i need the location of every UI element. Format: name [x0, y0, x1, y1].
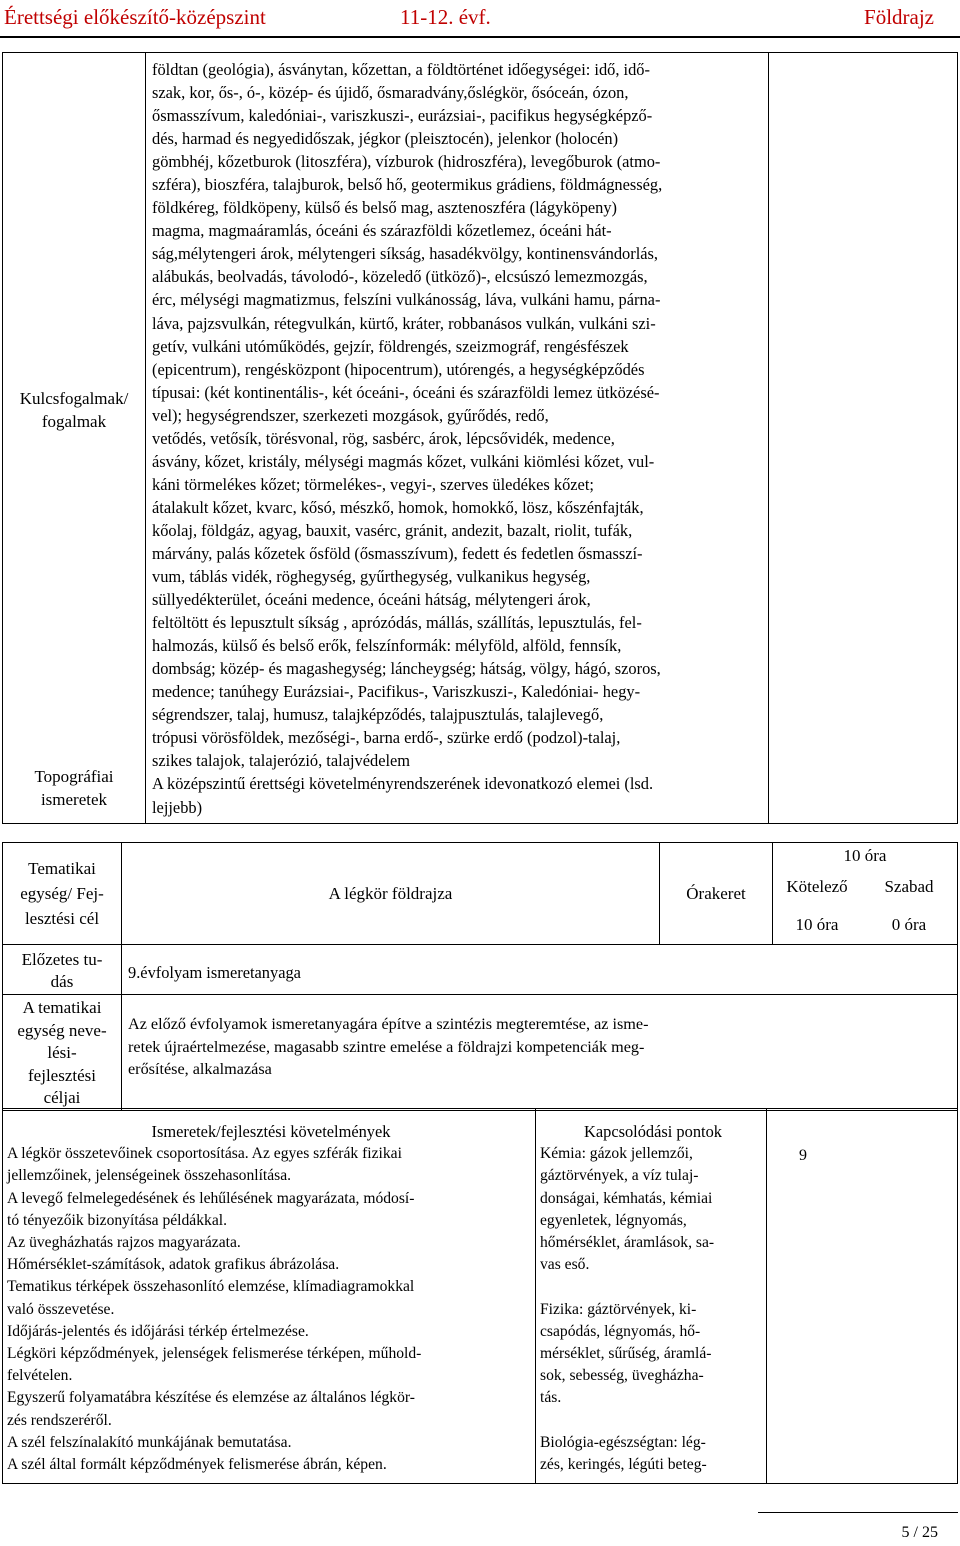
- connection-line: gáztörvények, a víz tulaj-: [540, 1167, 699, 1185]
- key-concepts-line: vel); hegységrendszer, szerkezeti mozgások, gyűrődés, redő,: [152, 405, 549, 425]
- goals-label-line: fejlesztési: [28, 1065, 96, 1085]
- requirement-line: A levegő felmelegedésének és lehűlésének magyarázata, módosí-: [7, 1189, 415, 1207]
- mandatory-hours: 10 óra: [795, 915, 839, 934]
- prior-text-cell: [122, 945, 958, 995]
- connection-line: Kémia: gázok jellemzői,: [540, 1145, 693, 1163]
- connection-line: [540, 1410, 766, 1432]
- concepts-content-cell: [146, 53, 769, 824]
- key-concepts-line: káni törmelékes kőzet; törmelékes-, vegyi-, szerves üledékes kőzet;: [152, 474, 594, 494]
- requirement-line: A légkör összetevőinek csoportosítása. Az egyes szférák fizikai: [7, 1145, 402, 1163]
- requirements-table: [2, 1108, 958, 1484]
- requirement-line: Az üvegházhatás rajzos magyarázata.: [7, 1234, 241, 1252]
- topography-label-text: Topográfiai ismeretek: [34, 767, 114, 809]
- key-concepts-line: szikes talajok, talajerózió, talajvédelem: [152, 751, 411, 771]
- connection-line: Fizika: gáztörvények, ki-: [540, 1300, 697, 1318]
- key-concepts-line: ság,mélytengeri árok, mélytengeri síkság, hasadékvölgy, kontinensvándorlás,: [152, 244, 659, 264]
- unit-label-cell: [3, 843, 122, 945]
- page-number: 5 / 25: [901, 1524, 938, 1541]
- key-concepts-line: vum, táblás vidék, röghegység, gyűrthegység, vulkanikus hegység,: [152, 567, 591, 587]
- key-concepts-line: vetődés, vetősík, törésvonal, rög, sasbérc, árok, lépcsővidék, medence,: [152, 428, 615, 448]
- key-concepts-line: feltöltött és lepusztult síkság , aprózódás, mállás, szállítás, lepusztulás, fel-: [152, 613, 642, 633]
- requirement-line: felvételen.: [7, 1367, 73, 1385]
- key-concepts-line: ásvány, kőzet, kristály, mélységi magmás kőzet, vulkáni kiömlési kőzet, vul-: [152, 451, 655, 471]
- topography-label: [3, 765, 145, 811]
- connection-line: Biológia-egészségtan: lég-: [540, 1433, 706, 1451]
- key-concepts-line: magma, magmaáramlás, óceáni és szárazföldi kőzetlemez, óceáni hát-: [152, 221, 612, 241]
- key-concepts-line: ségrendszer, talaj, humusz, talajképződés, talajpusztulás, talajlevegő,: [152, 705, 604, 725]
- key-concepts-line: érc, mélységi magmatizmus, felszíni vulkánosság, láva, vulkáni hamu, párna-: [152, 290, 661, 310]
- header-right: Földrajz: [864, 5, 934, 29]
- mandatory-label: Kötelező: [786, 877, 848, 896]
- connection-line: csapódás, légnyomás, hő-: [540, 1322, 701, 1340]
- key-concepts-line: gömbhéj, kőzetburok (litoszféra), vízburok (hidroszféra), levegőburok (atmo-: [152, 152, 661, 172]
- requirement-line: Egyszerű folyamatábra készítése és elemzése az általános légkör-: [7, 1389, 415, 1407]
- key-concepts-label-text: Kulcsfogalmak/ fogalmak: [19, 389, 129, 431]
- requirement-line: Tematikus térképek összehasonlító elemzése, klímadiagramokkal: [7, 1278, 415, 1296]
- connection-line: mérséklet, sűrűség, áramlá-: [540, 1345, 712, 1363]
- connection-line: egyenletek, légnyomás,: [540, 1211, 687, 1229]
- third-column-cell: [767, 1109, 958, 1484]
- connection-line: [540, 1276, 766, 1298]
- unit-label: [3, 856, 121, 931]
- key-concepts-line: földkéreg, földköpeny, külső és belső mag, asztenoszféra (lágyköpeny): [152, 198, 618, 218]
- key-concepts-line: dés, harmad és negyedidőszak, jégkor (pleisztocén), jelenkor (holocén): [152, 129, 619, 149]
- concepts-label-cell: [3, 53, 146, 824]
- unit-title-cell: [122, 843, 660, 945]
- key-concepts-line: (epicentrum), rengésközpont (hipocentrum), utórengés, a hegységképződés: [152, 359, 645, 379]
- connection-line: tás.: [540, 1389, 562, 1407]
- connections-header: Kapcsolódási pontok: [584, 1122, 722, 1141]
- requirement-line: tó tényezőik bizonyítása példákkal.: [7, 1211, 227, 1229]
- prior-label: [3, 949, 121, 993]
- footer-line: [758, 1512, 958, 1513]
- key-concepts-line: dombság; közép- és magashegység; láncheygség; hátság, völgy, hágó, szoros,: [152, 659, 661, 679]
- goals-line: erősítése, alkalmazása: [128, 1060, 272, 1078]
- connections-list: [540, 1143, 766, 1476]
- key-concepts-line: kőolaj, földgáz, agyag, bauxit, vasérc, gránit, andezit, bazalt, riolit, tufák,: [152, 520, 633, 540]
- key-concepts-line: márvány, palás kőzetek ősföld (ősmasszívum), fedett és fedetlen ősmasszí-: [152, 543, 643, 563]
- concepts-table: [2, 52, 958, 824]
- hours-cell: [773, 843, 958, 945]
- goals-label-cell: [3, 995, 122, 1111]
- goals-label-line: céljai: [43, 1088, 81, 1107]
- connection-line: donságai, kémhatás, kémiai: [540, 1189, 713, 1207]
- free-hours: 0 óra: [891, 915, 927, 934]
- connections-cell: [536, 1109, 767, 1484]
- key-concepts-line: ősmasszívum, kaledóniai-, variszkuszi-, eurázsiai-, pacifikus hegységképző-: [152, 106, 653, 126]
- unit-label-line: lesztési cél: [24, 909, 100, 928]
- page-header: [0, 0, 960, 38]
- key-concepts-line: alábukás, beolvadás, távolodó-, közeledő (ütköző)-, elcsúszó lemezmozgás,: [152, 267, 648, 287]
- key-concepts-line: láva, pajzsvulkán, rétegvulkán, kürtő, kráter, robbanásos vulkán, vulkáni szi-: [152, 313, 656, 333]
- connection-line: sok, sebesség, üvegházha-: [540, 1367, 704, 1385]
- free-hours-block: [861, 868, 957, 944]
- unit-title: A légkör földrajza: [328, 883, 453, 903]
- prior-text: 9.évfolyam ismeretanyaga: [128, 963, 301, 982]
- requirement-line: Időjárás-jelentés és időjárási térkép értelmezése.: [7, 1322, 309, 1340]
- key-concepts-line: getív, vulkáni utóműködés, gejzír, földrengés, szeizmográf, rengésfészek: [152, 336, 629, 356]
- key-concepts-line: típusai: (két kontinentális-, két óceáni-, óceáni és szárazföldi lemez ütközésé-: [152, 382, 660, 402]
- total-hours: 10 óra: [843, 846, 887, 865]
- hours-label-cell: [660, 843, 773, 945]
- key-concepts-line: átalakult kőzet, kvarc, kősó, mészkő, homok, homokkő, lösz, kőszénfajták,: [152, 497, 644, 517]
- requirements-cell: [3, 1109, 536, 1484]
- prior-label-line: Előzetes tu-: [21, 950, 103, 969]
- key-concepts-line: szak, kor, ős-, ó-, közép- és újidő, ősmaradvány,őslégkör, ősóceán, ózon,: [152, 83, 629, 103]
- connection-line: hőmérséklet, áramlások, sa-: [540, 1234, 715, 1252]
- concepts-empty-cell: [769, 53, 958, 824]
- requirements-header: Ismeretek/fejlesztési követelmények: [151, 1122, 391, 1141]
- key-concepts-line: földtan (geológia), ásványtan, kőzettan, a földtörténet időegységei: idő, idő-: [152, 60, 650, 79]
- key-concepts-text: [146, 53, 768, 819]
- goals-label-line: egység neve-: [17, 1020, 107, 1040]
- prior-label-cell: [3, 945, 122, 995]
- key-concepts-line: szféra), bioszféra, talajburok, belső hő, geotermikus grádiens, földmágnesség,: [152, 175, 663, 195]
- header-left: Érettségi előkészítő-középszint: [4, 5, 266, 29]
- topography-line: A középszintű érettségi követelményrendszerének idevonatkozó elemei (lsd.: [152, 774, 654, 794]
- requirement-line: jellemzőinek, jelenségeinek összehasonlítása.: [7, 1167, 292, 1185]
- connection-line: vas eső.: [540, 1256, 590, 1274]
- free-label: Szabad: [884, 877, 934, 896]
- unit-label-line: egység/ Fej-: [20, 884, 104, 903]
- unit-table: [2, 842, 958, 1111]
- key-concepts-line: trópusi vörösföldek, mezőségi-, barna erdő-, szürke erdő (podzol)-talaj,: [152, 728, 621, 748]
- key-concepts-line: halmozás, külső és belső erők, felszínformák: mélyföld, alföld, fennsík,: [152, 636, 622, 656]
- goals-label: [3, 997, 121, 1110]
- goals-text: [128, 1013, 957, 1081]
- requirement-line: Légköri képződmények, jelenségek felismerése térképen, műhold-: [7, 1345, 422, 1363]
- third-column-value: 9: [799, 1147, 807, 1164]
- key-concepts-line: süllyedékterület, óceáni medence, óceáni hátság, mélytengeri árok,: [152, 590, 591, 610]
- goals-label-line: lési-: [47, 1043, 77, 1062]
- connection-line: zés, keringés, légúti beteg-: [540, 1456, 707, 1474]
- unit-label-line: Tematikai: [28, 859, 96, 878]
- hours-label: Órakeret: [686, 883, 746, 903]
- key-concepts-line: medence; tanúhegy Eurázsiai-, Pacifikus-, Variszkuszi-, Kaledóniai- hegy-: [152, 682, 641, 702]
- goals-text-cell: [122, 995, 958, 1111]
- requirements-list: [7, 1143, 535, 1476]
- requirement-line: A szél felszínalakító munkájának bemutatása.: [7, 1433, 292, 1451]
- requirement-line: A szél által formált képződmények felismerése ábrán, képen.: [7, 1456, 387, 1474]
- prior-label-line: dás: [50, 972, 74, 991]
- goals-label-line: A tematikai: [22, 998, 102, 1017]
- requirement-line: zés rendszeréről.: [7, 1411, 112, 1429]
- topography-line: lejjebb): [152, 797, 203, 817]
- requirement-line: való összevetése.: [7, 1300, 115, 1318]
- mandatory-hours-block: [773, 868, 861, 944]
- key-concepts-label: [3, 387, 145, 433]
- goals-line: retek újraértelmezése, magasabb szintre emelése a földrajzi kompetenciák meg-: [128, 1037, 645, 1056]
- goals-line: Az előző évfolyamok ismeretanyagára építve a szintézis megteremtése, az isme-: [128, 1015, 649, 1033]
- header-center: 11-12. évf.: [400, 5, 491, 29]
- requirement-line: Hőmérséklet-számítások, adatok grafikus ábrázolása.: [7, 1256, 340, 1274]
